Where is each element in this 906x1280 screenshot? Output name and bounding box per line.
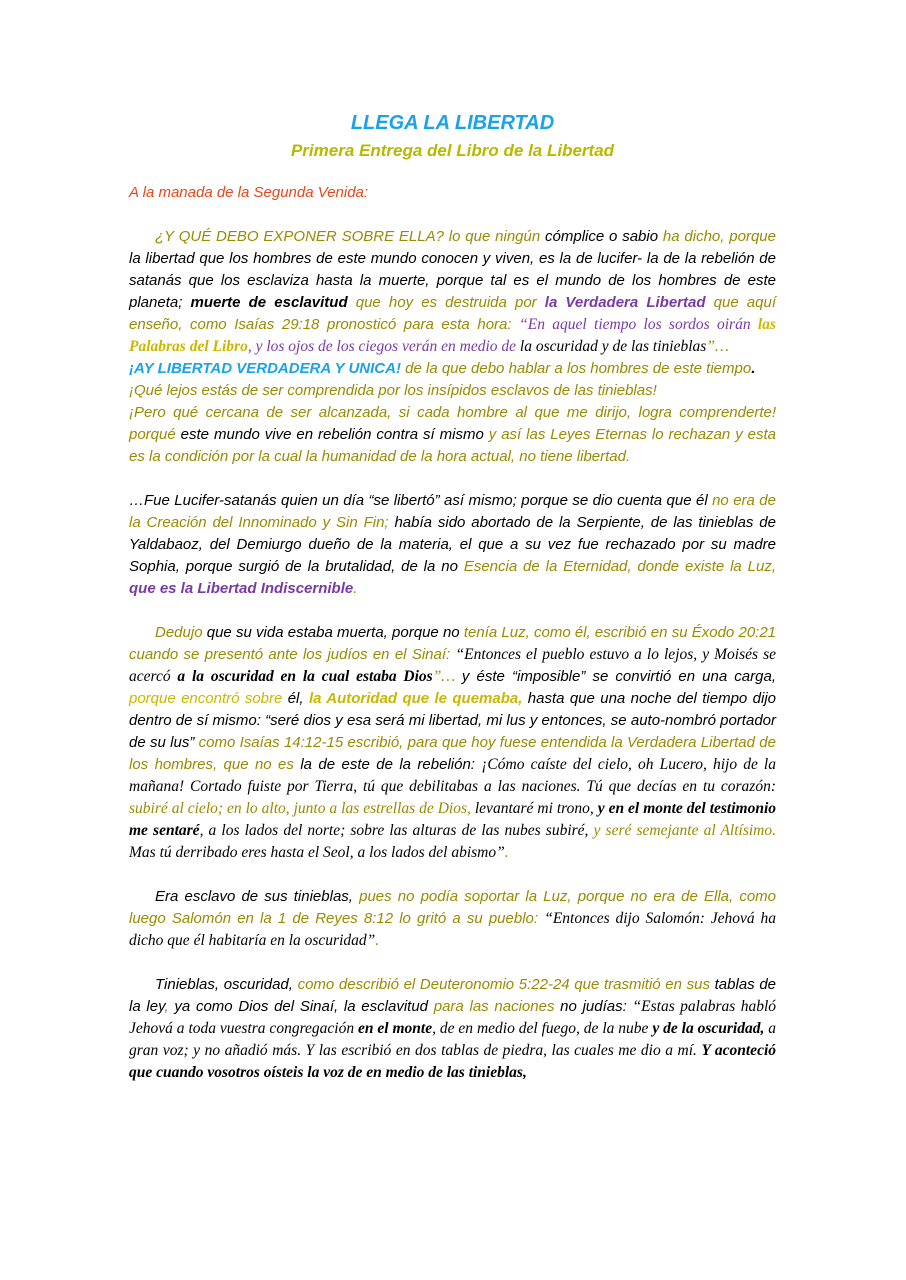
salutation: A la manada de la Segunda Venida: xyxy=(129,184,369,201)
document-page xyxy=(129,108,776,1084)
page-title: LLEGA LA LIBERTAD xyxy=(350,112,555,134)
paragraph-4: ¡Pero qué cercana de ser alcanzada, si cada hombre al que me dirijo, logra comprenderte! porqué este mundo vive en rebelión contra sí mismo y así las Leyes Eternas lo rechazan y esta es la condición por la cual la humanidad de la hora actual, no tiene libertad. xyxy=(129,404,777,465)
paragraph-7: Era esclavo de sus tinieblas, pues no podía soportar la Luz, porque no era de Ella, como luego Salomón en la 1 de Reyes 8:12 lo gritó a su pueblo: “Entonces dijo Salomón: Jehová ha dicho que él habitaría en la oscuridad”. xyxy=(129,888,776,949)
paragraph-3: ¡Qué lejos estás de ser comprendida por los insípidos esclavos de las tinieblas! xyxy=(129,382,657,399)
paragraph-1: ¿Y QUÉ DEBO EXPONER SOBRE ELLA? lo que ningún cómplice o sabio ha dicho, porque la libertad que los hombres de este mundo conocen y viven, es la de lucifer- la de la rebelión de satanás que los esclaviza hasta la muerte, porque tal es el mundo de los hombres de este planeta; muerte de esclavitud que hoy es destruida por la Verdadera Libertad que aquí enseño, como Isaías 29:18 pronosticó para esta hora: “En aquel tiempo los sordos oirán las Palabras del Libro, y los ojos de los ciegos verán en medio de la oscuridad y de las tinieblas”… xyxy=(129,228,776,355)
paragraph-5: …Fue Lucifer-satanás quien un día “se libertó” así mismo; porque se dio cuenta que él no era de la Creación del Innominado y Sin Fin; había sido abortado de la Serpiente, de las tinieblas de Yaldabaoz, del Demiurgo dueño de la materia, el que a su vez fue rechazado por su madre Sophia, porque surgió de la brutalidad, de la no Esencia de la Eternidad, donde existe la Luz, que es la Libertad Indiscernible. xyxy=(129,492,776,597)
paragraph-6: Dedujo que su vida estaba muerta, porque no tenía Luz, como él, escribió en su Éxodo 20:21 cuando se presentó ante los judíos en el Sinaí: “Entonces el pueblo estuvo a lo lejos, y Moisés se acercó a la oscuridad en la cual estaba Dios”… y éste “imposible” se convirtió en una carga, porque encontró sobre él, la Autoridad que le quemaba, hasta que una noche del tiempo dijo dentro de sí mismo: “seré dios y esa será mi libertad, mi lus y entonces, se auto-nombró portador de su lus” como Isaías 14:12-15 escribió, para que hoy fuese entendida la Verdadera Libertad de los hombres, que no es la de este de la rebelión: ¡Cómo caíste del cielo, oh Lucero, hijo de la mañana! Cortado fuiste por Tierra, tú que debilitabas a las naciones. Tú que decías en tu corazón: subiré al cielo; en lo alto, junto a las estrellas de Dios, levantaré mi trono, y en el monte del testimonio me sentaré, a los lados del norte; sobre las alturas de las nubes subiré, y seré semejante al Altísimo. Mas tú derribado eres hasta el Seol, a los lados del abismo”. xyxy=(129,624,777,861)
paragraph-8: Tinieblas, oscuridad, como describió el Deuteronomio 5:22-24 que trasmitió en sus tablas de la ley, ya como Dios del Sinaí, la esclavitud para las naciones no judías: “Estas palabras habló Jehová a toda vuestra congregación en el monte, de en medio del fuego, de la nube y de la oscuridad, a gran voz; y no añadió más. Y las escribió en dos tablas de piedra, las cuales me dio a mí. Y aconteció que cuando vosotros oísteis la voz de en medio de las tinieblas, xyxy=(129,976,777,1081)
page-subtitle: Primera Entrega del Libro de la Libertad xyxy=(290,141,615,160)
paragraph-2: ¡AY LIBERTAD VERDADERA Y UNICA! de la que debo hablar a los hombres de este tiempo. xyxy=(129,360,756,377)
